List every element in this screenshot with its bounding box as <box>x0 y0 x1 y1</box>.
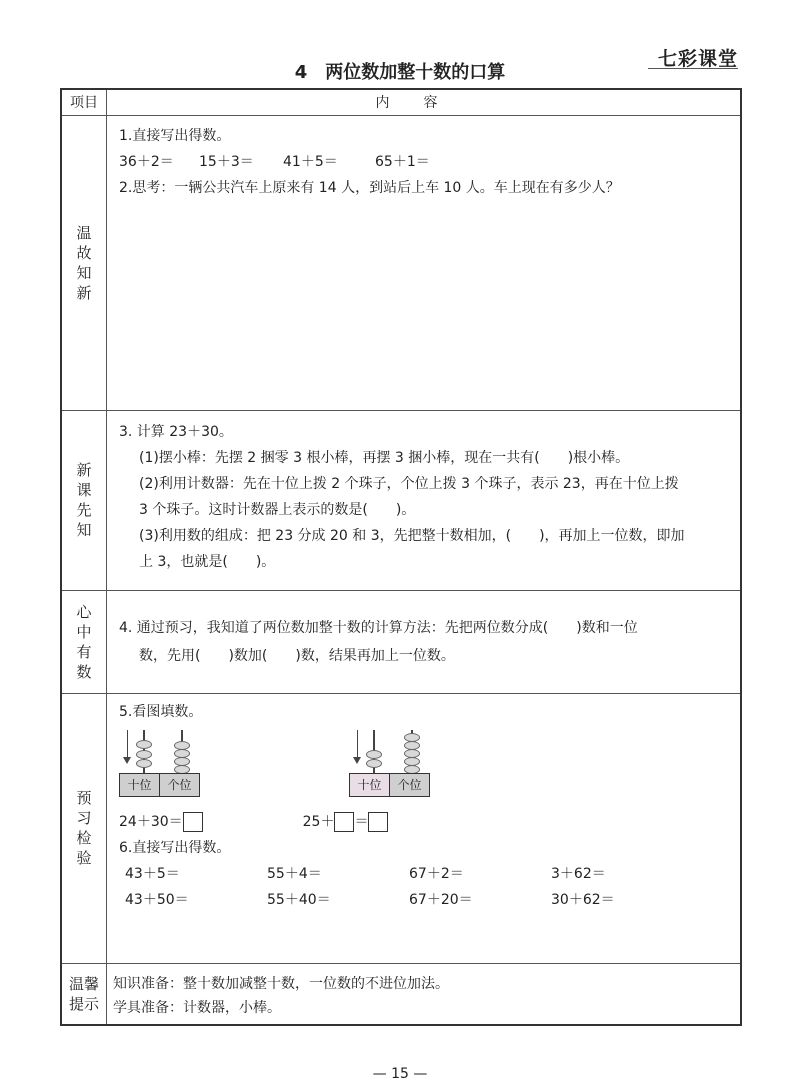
answer-box[interactable] <box>368 812 388 832</box>
brand-logo: 七彩课堂 <box>657 48 738 70</box>
mind-label: 心中有数 <box>76 602 92 681</box>
abacus-bead <box>136 750 152 759</box>
question-5: 5.看图填数。 <box>119 703 203 720</box>
q3-part-2b: 3 个珠子。这时计数器上表示的数是( )。 <box>139 501 416 518</box>
abacus-bead <box>366 759 382 768</box>
header-item-cell <box>61 89 107 115</box>
preview-section <box>61 693 741 963</box>
header-content-cell <box>107 89 742 115</box>
page-number: — 15 — <box>372 1066 428 1082</box>
new-label-cell <box>61 410 107 590</box>
answer-box[interactable] <box>334 812 354 832</box>
worksheet-table <box>60 88 742 1026</box>
abacus-2 <box>349 728 449 808</box>
question-3: 3. 计算 23＋30。 <box>119 423 233 440</box>
tip-line-1: 知识准备：整十数加减整十数，一位数的不进位加法。 <box>113 975 449 992</box>
equation-2-text-a: 25＋ <box>302 813 335 830</box>
header-content-label: 内容 <box>375 95 472 112</box>
q6-item: 43＋50＝ <box>125 891 189 908</box>
abacus-bead <box>136 759 152 768</box>
ones-label: 个位 <box>390 774 429 796</box>
q1-item: 15＋3＝ <box>199 153 254 170</box>
q3-part-3b: 上 3，也就是( )。 <box>139 553 276 570</box>
q6-item: 67＋2＝ <box>409 865 464 882</box>
new-lesson-section <box>61 410 741 590</box>
preview-label: 预习检验 <box>76 789 92 867</box>
q6-item: 3＋62＝ <box>551 865 606 882</box>
question-4b: 数，先用( )数加( )数，结果再加上一位数。 <box>139 647 455 664</box>
preview-label-cell <box>61 693 107 963</box>
mind-section <box>61 590 741 693</box>
arrow-down-icon <box>127 730 128 760</box>
q1-item: 41＋5＝ <box>283 153 338 170</box>
mind-content <box>107 590 742 693</box>
mind-label-cell <box>61 590 107 693</box>
q6-grid <box>119 864 730 910</box>
review-label-cell <box>61 115 107 410</box>
tips-label: 温馨提示 <box>68 974 99 1013</box>
review-content <box>107 115 742 410</box>
question-2: 2.思考：一辆公共汽车上原来有 14 人，到站后上车 10 人。车上现在有多少人？ <box>119 179 620 196</box>
question-4a: 4. 通过预习，我知道了两位数加整十数的计算方法：先把两位数分成( )数和一位 <box>119 619 638 636</box>
equation-2-text-b: ＝ <box>354 813 369 830</box>
new-label: 新课先知 <box>76 461 92 539</box>
tips-label-cell <box>61 963 107 1025</box>
tips-content <box>107 963 742 1025</box>
q6-item: 67＋20＝ <box>409 891 473 908</box>
abacus-1 <box>119 728 219 808</box>
place-value-labels <box>349 773 430 797</box>
preview-content <box>107 693 742 963</box>
q1-item: 65＋1＝ <box>375 153 430 170</box>
header-item-label: 项目 <box>70 95 98 112</box>
equation-2 <box>303 812 389 832</box>
review-section <box>61 115 741 410</box>
question-1: 1.直接写出得数。 <box>119 127 231 144</box>
abacus-bead <box>366 750 382 759</box>
equation-1-text: 24＋30＝ <box>119 813 183 830</box>
q6-item: 55＋40＝ <box>267 891 331 908</box>
tens-label: 十位 <box>350 774 390 796</box>
ones-label: 个位 <box>160 774 199 796</box>
q3-part-1: (1)摆小棒：先摆 2 捆零 3 根小棒，再摆 3 捆小棒，现在一共有( )根小棒。 <box>139 449 630 466</box>
question-6: 6.直接写出得数。 <box>119 839 231 856</box>
review-label: 温故知新 <box>76 223 92 302</box>
q6-item: 30＋62＝ <box>551 891 615 908</box>
q3-part-2a: (2)利用计数器：先在十位上拨 2 个珠子，个位上拨 3 个珠子，表示 23，再在十位上拨 <box>139 475 679 492</box>
equation-1 <box>119 812 203 832</box>
page-title <box>0 58 800 84</box>
q3-part-3a: (3)利用数的组成：把 23 分成 20 和 3，先把整十数相加，( )，再加上一位数，即加 <box>139 527 685 544</box>
arrow-down-icon <box>357 730 358 760</box>
tens-label: 十位 <box>120 774 160 796</box>
q6-item: 43＋5＝ <box>125 865 180 882</box>
tip-line-2: 学具准备：计数器，小棒。 <box>113 999 281 1016</box>
answer-box[interactable] <box>183 812 203 832</box>
place-value-labels <box>119 773 200 797</box>
q6-item: 55＋4＝ <box>267 865 322 882</box>
lesson-number: 4 <box>294 62 308 83</box>
new-content <box>107 410 742 590</box>
tips-section <box>61 963 741 1025</box>
q1-item: 36＋2＝ <box>119 153 174 170</box>
abacus-bead <box>136 740 152 749</box>
lesson-title: 两位数加整十数的口算 <box>325 62 506 83</box>
